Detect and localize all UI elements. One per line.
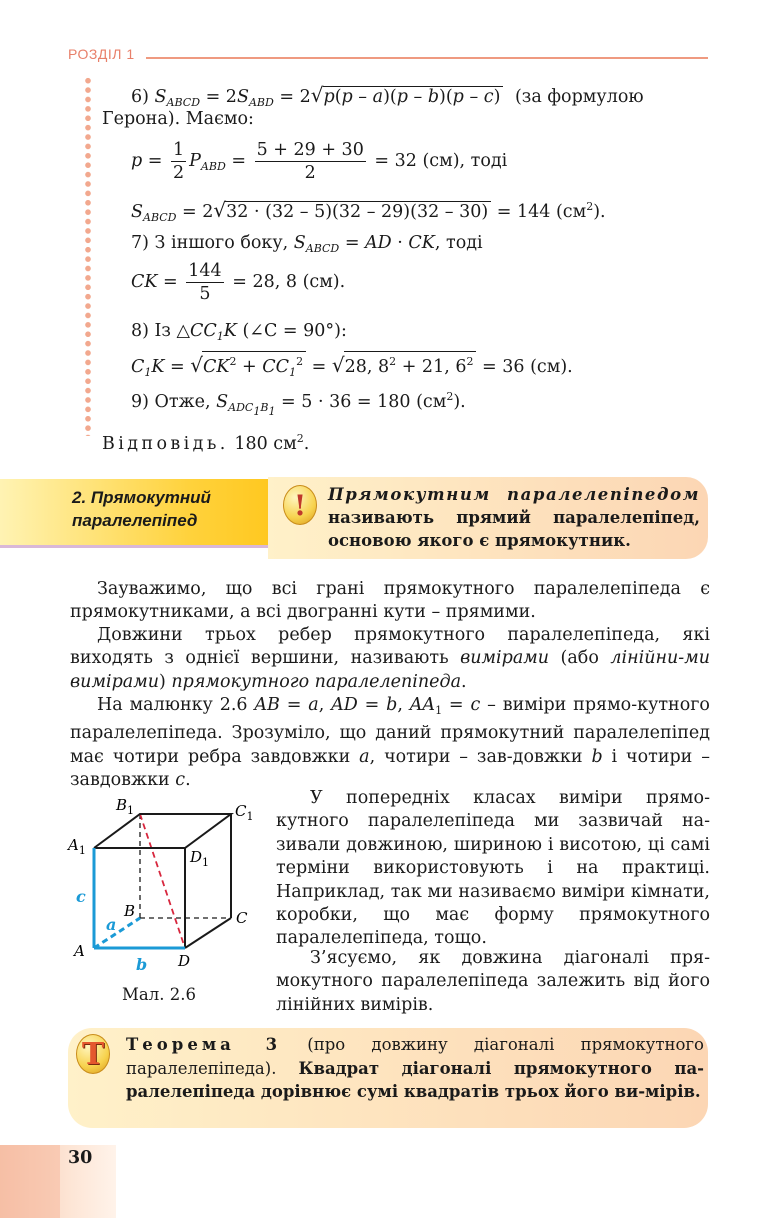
- step-8-line: 8) Із $\triangle CC_1K$ (∠C = 90°):: [131, 321, 347, 343]
- margin-dots: [84, 76, 92, 436]
- label-b1-vertex: $B_1$: [116, 796, 135, 817]
- label-c1-vertex: $C_1$: [235, 802, 254, 823]
- label-d1-vertex: $D_1$: [190, 848, 210, 869]
- diagonal-b1d: [140, 814, 185, 948]
- paragraph-terms: У попередніх класах виміри прямо-кутного паралелепіпеда ми зазвичай на-зивали довжиною, шириною і висотою, ці самі терміни використовують і на практиці. Наприклад, так ми називаємо виміри кімнати, коробки, що має форму прямокутного паралелепіпеда, тощо.: [276, 788, 710, 949]
- definition-text: [328, 483, 700, 552]
- area-formula-line: $S_{ABCD} = 2√32 \cdot (32 - 5)(32 - 29)(32 - 30) = 144$ $(см^2)$.: [131, 198, 606, 224]
- theorem-text: [126, 1033, 704, 1104]
- figure-2-6: [60, 790, 270, 980]
- label-d-vertex: D: [178, 952, 191, 970]
- top-face: [94, 814, 231, 848]
- step-7-line: 7) З іншого боку, $S_{ABCD}$ = AD · CK, тоді: [131, 233, 483, 255]
- step-6-line: 6) $S_{ABCD} = 2S_{ABD} = 2√p(p - a)(p - b)(p - c)$ (за формулою: [131, 83, 644, 109]
- label-c-vertex: C: [236, 909, 248, 927]
- theorem-statement: Квадрат діагоналі прямокутного па-ралелепіпеда дорівнює сумі квадратів трьох його ви-мірів.: [126, 1058, 705, 1101]
- paragraph-dimensions: Довжини трьох ребер прямокутного паралелепіпеда, які виходять з однієї вершини, називають вимірами (або лінійни-ми вимірами) прямокутного паралелепіпеда.: [70, 625, 710, 692]
- theorem-paren: (про довжину діагоналі прямокутного паралелепіпеда).: [126, 1035, 704, 1078]
- label-a-vertex: A: [74, 942, 85, 960]
- definition-rest: називають прямий паралелепіпед, основою якого є прямокутник.: [328, 508, 700, 550]
- c1k-formula-line: $C_1K = √CK^2 + CC_1^2 = √28$, $8^2 + 21$, $6^2 = 36$ (см).: [131, 351, 573, 384]
- theorem-label: Теорема 3: [126, 1035, 282, 1054]
- header-rule: [146, 57, 708, 59]
- label-a1-vertex: $A_1$: [68, 836, 86, 857]
- paragraph-faces: Зауважимо, що всі грані прямокутного паралелепіпеда є прямокутниками, а всі двогранні кути – прямими.: [70, 579, 710, 623]
- label-b-vertex: B: [124, 902, 136, 920]
- page-corner-accent: [0, 1145, 60, 1218]
- paragraph-find-diagonal: З’ясуємо, як довжина діагоналі пря-мокутного паралелепіпеда залежить від його лінійних вимірів.: [276, 948, 710, 1015]
- edge-ab-a: [94, 918, 140, 948]
- page-number: 30: [68, 1148, 93, 1168]
- edge-dc: [185, 918, 231, 948]
- figure-caption: Мал. 2.6: [122, 985, 196, 1004]
- label-b-measure: b: [136, 955, 148, 974]
- section-label: РОЗДІЛ 1: [68, 46, 135, 62]
- section-title: 2. Прямокутний паралелепіпед: [72, 488, 211, 530]
- answer-line: Відповідь. 180 $см^2$.: [102, 432, 310, 454]
- theorem-t-icon: T: [76, 1034, 110, 1074]
- p-formula-line: p = $\frac{1}{2}$ $P_{ABD}$ = $\frac{5 + 29 + 30}{2}$ = 32 (см), тоді: [131, 140, 508, 183]
- definition-term: Прямокутним паралелепіпедом: [328, 485, 700, 504]
- label-a-measure: a: [106, 915, 117, 934]
- paragraph-figure-ref: На малюнку 2.6 AB = a, AD = b, $AA_1 = c$ – виміри прямо-кутного паралелепіпеда. Зрозуміло, що даний прямокутний паралелепіпед має чотири ребра завдовжки a, чотири – зав-довжки b і чотири – завдовжки c.: [70, 695, 710, 791]
- step-9-line: 9) Отже, $S_{ADC_1B_1} = 5 \cdot 36 = 180$ $(см^2)$.: [131, 390, 466, 418]
- ck-formula-line: CK = $\frac{144}{5}$ = 28, 8 (см).: [131, 261, 346, 304]
- step-6-note: Герона). Маємо:: [102, 109, 254, 129]
- exclamation-badge-icon: !: [283, 485, 317, 525]
- label-c-measure: c: [76, 887, 86, 906]
